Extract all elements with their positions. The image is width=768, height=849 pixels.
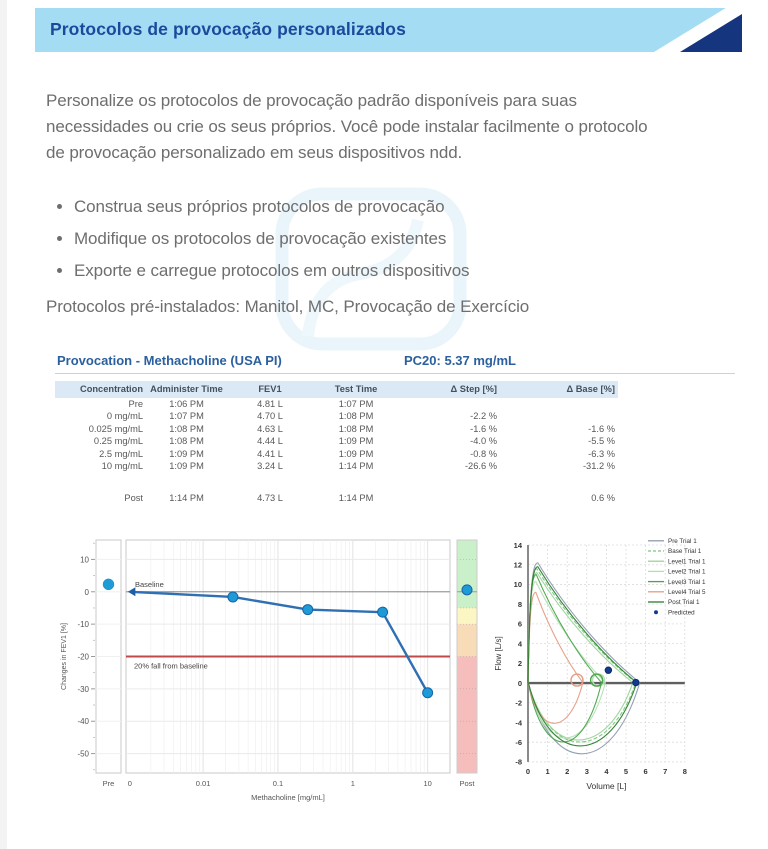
svg-text:8: 8 [682,766,687,776]
svg-text:Level2 Trial 1: Level2 Trial 1 [668,568,706,576]
table-cell: 0.6 % [591,493,615,504]
table-cell: -31.2 % [582,461,615,472]
table-cell: 1:06 PM [169,399,204,409]
svg-text:1: 1 [350,779,355,788]
table-cell: 2.5 mg/mL [99,448,143,459]
svg-text:Pre Trial 1: Pre Trial 1 [668,538,697,545]
table-cell: -5.5 % [588,436,615,447]
svg-text:2: 2 [565,766,570,776]
corner-triangle-icon [654,0,742,52]
table-cell: 3.24 L [257,461,283,472]
column-header: FEV1 [227,381,313,398]
svg-text:Level3 Trial 1: Level3 Trial 1 [668,578,706,586]
table-cell: 1:08 PM [338,411,374,422]
svg-text:0: 0 [517,678,522,688]
table-cell: 1:09 PM [169,448,204,459]
svg-text:Post Trial 1: Post Trial 1 [668,599,700,607]
table-cell: 4.81 L [257,399,283,409]
table-cell: 0.25 mg/mL [93,436,143,447]
intro-line: necessidades ou crie os seus próprios. Você pode instalar facilmente o protocolo [46,117,648,136]
column-header: Δ Base [%] [500,381,618,398]
svg-text:Level4 Trial 5: Level4 Trial 5 [668,589,706,596]
table-cell: -0.8 % [470,448,497,459]
table-cell: 1:09 PM [338,448,374,459]
column-header: Administer Time [146,381,227,398]
intro-paragraph [46,88,756,166]
table-cell: -26.6 % [464,461,497,472]
bullet-item: • Construa seus próprios protocolos de provocação [74,194,469,219]
table-row [55,460,618,472]
svg-text:Post: Post [459,779,475,788]
svg-text:5: 5 [623,766,629,776]
table-row [55,398,618,410]
table-cell: 1:08 PM [169,436,204,447]
preinstalled-protocols-note: Protocolos pré-instalados: Manitol, MC, Provocação de Exercício [46,297,530,316]
provocation-table [55,381,618,505]
table-cell: Post [124,493,143,504]
provocation-table-body [55,398,618,505]
column-header: Concentration [55,381,146,398]
section-header-bar [35,8,742,52]
table-cell: 0 mg/mL [106,411,143,422]
table-row [55,410,618,422]
fev1-trend-chart [55,527,487,819]
svg-text:Volume [L]: Volume [L] [586,780,627,791]
svg-text:-8: -8 [515,757,522,767]
pc20-value: PC20: 5.37 mg/mL [404,353,516,368]
bullet-item: • Modifique os protocolos de provocação existentes [74,226,469,251]
column-header: Δ Step [%] [399,381,500,398]
table-cell: 10 mg/mL [101,461,143,472]
svg-text:-6: -6 [515,738,522,747]
svg-text:Pre: Pre [102,779,115,788]
svg-text:14: 14 [513,540,522,550]
table-header-row [55,381,618,398]
svg-text:Changes in FEV1 [%]: Changes in FEV1 [%] [61,623,68,690]
svg-text:2: 2 [517,659,522,669]
table-cell [399,492,500,504]
svg-text:4: 4 [604,766,609,776]
svg-text:4: 4 [517,639,522,649]
svg-text:Methacholine [mg/mL]: Methacholine [mg/mL] [251,793,325,802]
svg-text:-4: -4 [515,718,522,728]
bullet-item: • Exporte e carregue protocolos em outros dispositivos [74,258,469,283]
column-header: Test Time [313,381,399,398]
svg-text:10: 10 [80,555,89,565]
table-cell: 1:07 PM [338,399,374,409]
intro-line: de provocação personalizado em seus dispositivos ndd. [46,143,463,162]
table-cell: 1:14 PM [338,461,374,472]
table-cell: -4.0 % [470,436,497,447]
svg-text:0.01: 0.01 [195,779,211,788]
table-cell: 1:14 PM [169,493,204,504]
table-cell: 1:09 PM [338,436,374,447]
table-cell: 4.41 L [257,448,283,459]
svg-text:Level1 Trial 1: Level1 Trial 1 [668,558,706,566]
table-cell: 4.44 L [257,436,283,447]
svg-text:20% fall from baseline: 20% fall from baseline [134,661,208,671]
table-row [55,423,618,435]
table-cell: 4.73 L [257,493,283,504]
svg-text:-20: -20 [77,652,89,662]
svg-text:12: 12 [513,560,522,570]
table-cell: 1:14 PM [338,493,374,504]
table-cell: 4.70 L [257,411,283,422]
svg-text:1: 1 [545,766,550,776]
svg-text:0: 0 [84,587,89,597]
svg-text:10: 10 [513,580,522,590]
svg-text:0.1: 0.1 [272,779,284,788]
svg-text:6: 6 [643,766,648,776]
svg-text:Flow [L/s]: Flow [L/s] [494,636,503,671]
svg-text:0: 0 [525,766,531,776]
table-row [55,448,618,460]
svg-text:-10: -10 [77,620,89,630]
svg-text:6: 6 [517,619,522,629]
svg-text:-40: -40 [77,717,89,727]
table-cell: -1.6 % [470,423,497,434]
table-row [55,435,618,447]
flow-volume-chart [492,527,764,819]
intro-line: Personalize os protocolos de provocação padrão disponíveis para suas [46,91,577,110]
table-cell [500,398,618,410]
table-row [55,492,618,504]
feature-bullet-list [52,194,469,290]
table-cell [500,410,618,422]
page-left-margin [0,0,7,849]
svg-text:Base Trial 1: Base Trial 1 [668,548,702,556]
report-title: Provocation - Methacholine (USA PI) [57,353,282,368]
table-cell: 1:08 PM [169,423,204,434]
table-cell [399,398,500,410]
table-cell: -1.6 % [588,423,615,434]
table-cell: -6.3 % [588,448,615,459]
page-title: Protocolos de provocação personalizados [50,19,406,39]
svg-text:10: 10 [423,779,432,788]
svg-text:Predicted: Predicted [668,609,695,617]
svg-text:3: 3 [584,766,589,776]
table-cell: Pre [128,399,143,409]
svg-text:8: 8 [517,599,522,609]
table-spacer-row [55,472,618,492]
svg-text:-50: -50 [77,749,89,759]
table-cell: -2.2 % [470,411,497,422]
table-cell: 4.63 L [257,423,283,434]
table-cell: 1:07 PM [169,411,204,422]
svg-text:0: 0 [127,779,132,788]
svg-text:-30: -30 [77,684,89,694]
svg-text:-2: -2 [515,698,522,708]
provocation-table-head [55,381,618,398]
report-divider [55,373,735,374]
table-cell: 1:09 PM [169,461,204,472]
table-cell: 0.025 mg/mL [88,423,143,434]
svg-text:7: 7 [663,766,668,776]
svg-text:Baseline: Baseline [135,579,164,589]
table-cell: 1:08 PM [338,423,374,434]
